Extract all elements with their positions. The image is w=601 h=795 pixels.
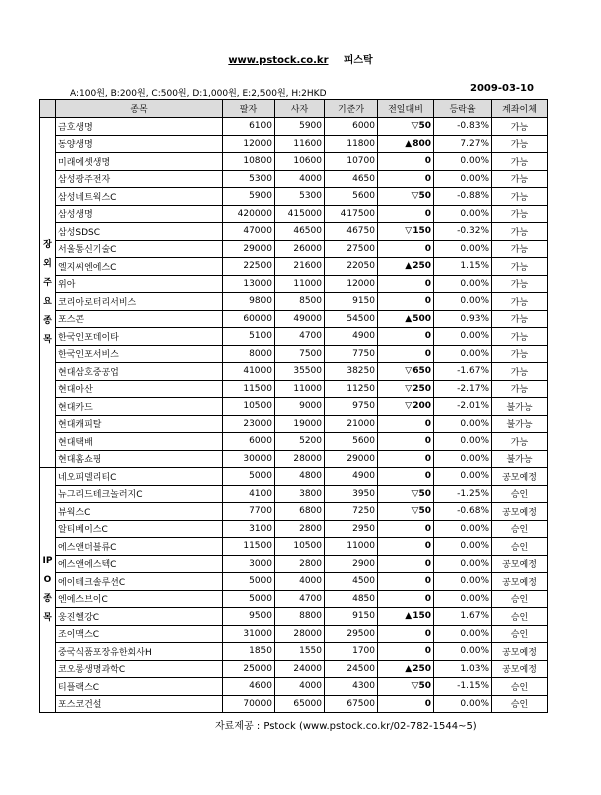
change-rate-cell: 0.00% bbox=[434, 240, 492, 258]
stock-name-cell: 한국인포서비스 bbox=[56, 345, 223, 363]
transfer-cell: 불가능 bbox=[492, 415, 548, 433]
buy-price-cell: 35500 bbox=[275, 363, 325, 381]
stock-name-cell: 삼성생명 bbox=[56, 205, 223, 223]
table-row bbox=[40, 205, 548, 223]
table-row bbox=[40, 590, 548, 608]
change-cell: ▽650 bbox=[378, 363, 434, 381]
base-price-cell: 9750 bbox=[325, 398, 378, 416]
change-cell: 0 bbox=[378, 205, 434, 223]
base-price-cell: 21000 bbox=[325, 415, 378, 433]
change-cell: ▽200 bbox=[378, 398, 434, 416]
stock-name-cell: 현대삼호중공업 bbox=[56, 363, 223, 381]
table-row bbox=[40, 415, 548, 433]
change-cell: 0 bbox=[378, 625, 434, 643]
change-cell: ▲800 bbox=[378, 135, 434, 153]
change-rate-cell: 0.00% bbox=[434, 573, 492, 591]
base-price-cell: 7750 bbox=[325, 345, 378, 363]
change-rate-cell: -0.88% bbox=[434, 188, 492, 206]
base-price-cell: 4500 bbox=[325, 573, 378, 591]
change-cell: 0 bbox=[378, 555, 434, 573]
price-unit-legend: A:100원, B:200원, C:500원, D:1,000원, E:2,500원, H:2HKD bbox=[70, 89, 327, 99]
change-rate-cell: 0.00% bbox=[434, 205, 492, 223]
transfer-cell: 가능 bbox=[492, 380, 548, 398]
change-cell: 0 bbox=[378, 590, 434, 608]
buy-price-cell: 4800 bbox=[275, 468, 325, 486]
sell-price-cell: 6100 bbox=[223, 118, 275, 136]
change-cell: ▽50 bbox=[378, 188, 434, 206]
change-cell: 0 bbox=[378, 538, 434, 556]
stock-name-cell: 동양생명 bbox=[56, 135, 223, 153]
header-row bbox=[40, 100, 548, 118]
change-rate-cell: 0.00% bbox=[434, 555, 492, 573]
stock-name-cell: 알티베이스C bbox=[56, 520, 223, 538]
column-header: 종목 bbox=[56, 100, 223, 118]
buy-price-cell: 49000 bbox=[275, 310, 325, 328]
table-row bbox=[40, 555, 548, 573]
sell-price-cell: 13000 bbox=[223, 275, 275, 293]
transfer-cell: 불가능 bbox=[492, 450, 548, 468]
sell-price-cell: 30000 bbox=[223, 450, 275, 468]
sell-price-cell: 8000 bbox=[223, 345, 275, 363]
change-rate-cell: 0.93% bbox=[434, 310, 492, 328]
table-row bbox=[40, 135, 548, 153]
change-rate-cell: -0.32% bbox=[434, 223, 492, 241]
base-price-cell: 6000 bbox=[325, 118, 378, 136]
site-url[interactable]: www.pstock.co.kr bbox=[228, 55, 329, 66]
transfer-cell: 공모예정 bbox=[492, 503, 548, 521]
buy-price-cell: 65000 bbox=[275, 695, 325, 713]
table-row bbox=[40, 643, 548, 661]
change-rate-cell: -1.67% bbox=[434, 363, 492, 381]
stock-name-cell: 삼성광주전자 bbox=[56, 170, 223, 188]
change-cell: ▽150 bbox=[378, 223, 434, 241]
change-rate-cell: 0.00% bbox=[434, 590, 492, 608]
stock-name-cell: 포스코건설 bbox=[56, 695, 223, 713]
table-row bbox=[40, 433, 548, 451]
buy-price-cell: 8800 bbox=[275, 608, 325, 626]
base-price-cell: 1700 bbox=[325, 643, 378, 661]
change-cell: 0 bbox=[378, 573, 434, 591]
change-cell: ▲150 bbox=[378, 608, 434, 626]
page-title bbox=[0, 51, 601, 66]
transfer-cell: 가능 bbox=[492, 118, 548, 136]
sell-price-cell: 22500 bbox=[223, 258, 275, 276]
stock-name-cell: 뉴그리드테크놀러지C bbox=[56, 485, 223, 503]
sell-price-cell: 5100 bbox=[223, 328, 275, 346]
table-row bbox=[40, 538, 548, 556]
table-row bbox=[40, 293, 548, 311]
change-cell: 0 bbox=[378, 345, 434, 363]
change-rate-cell: 0.00% bbox=[434, 293, 492, 311]
table-row bbox=[40, 678, 548, 696]
change-cell: ▲250 bbox=[378, 660, 434, 678]
change-rate-cell: 1.67% bbox=[434, 608, 492, 626]
sell-price-cell: 6000 bbox=[223, 433, 275, 451]
buy-price-cell: 24000 bbox=[275, 660, 325, 678]
sell-price-cell: 5000 bbox=[223, 573, 275, 591]
table-row bbox=[40, 258, 548, 276]
buy-price-cell: 4700 bbox=[275, 328, 325, 346]
change-cell: ▽250 bbox=[378, 380, 434, 398]
buy-price-cell: 5300 bbox=[275, 188, 325, 206]
sell-price-cell: 3000 bbox=[223, 555, 275, 573]
transfer-cell: 가능 bbox=[492, 310, 548, 328]
table-row bbox=[40, 170, 548, 188]
change-cell: 0 bbox=[378, 450, 434, 468]
base-price-cell: 3950 bbox=[325, 485, 378, 503]
table-row bbox=[40, 223, 548, 241]
transfer-cell: 가능 bbox=[492, 345, 548, 363]
base-price-cell: 4900 bbox=[325, 328, 378, 346]
stock-name-cell: 현대카드 bbox=[56, 398, 223, 416]
base-price-cell: 11800 bbox=[325, 135, 378, 153]
change-cell: ▽50 bbox=[378, 485, 434, 503]
report-date: 2009-03-10 bbox=[470, 83, 534, 94]
table-row bbox=[40, 118, 548, 136]
base-price-cell: 12000 bbox=[325, 275, 378, 293]
stock-name-cell: 코리아로터리서비스 bbox=[56, 293, 223, 311]
transfer-cell: 공모예정 bbox=[492, 468, 548, 486]
change-rate-cell: 0.00% bbox=[434, 520, 492, 538]
sell-price-cell: 60000 bbox=[223, 310, 275, 328]
table-row bbox=[40, 608, 548, 626]
site-name: 피스탁 bbox=[343, 55, 373, 66]
buy-price-cell: 5900 bbox=[275, 118, 325, 136]
transfer-cell: 가능 bbox=[492, 170, 548, 188]
sell-price-cell: 25000 bbox=[223, 660, 275, 678]
transfer-cell: 승인 bbox=[492, 538, 548, 556]
change-cell: 0 bbox=[378, 293, 434, 311]
base-price-cell: 2900 bbox=[325, 555, 378, 573]
stock-name-cell: 웅진헬강C bbox=[56, 608, 223, 626]
change-cell: 0 bbox=[378, 643, 434, 661]
stock-name-cell: 현대캐피탈 bbox=[56, 415, 223, 433]
transfer-cell: 승인 bbox=[492, 695, 548, 713]
change-rate-cell: -1.25% bbox=[434, 485, 492, 503]
sell-price-cell: 7700 bbox=[223, 503, 275, 521]
column-header: 계좌이체 bbox=[492, 100, 548, 118]
table-row bbox=[40, 328, 548, 346]
change-cell: 0 bbox=[378, 275, 434, 293]
sell-price-cell: 420000 bbox=[223, 205, 275, 223]
sell-price-cell: 31000 bbox=[223, 625, 275, 643]
table-row bbox=[40, 363, 548, 381]
sell-price-cell: 9800 bbox=[223, 293, 275, 311]
stock-name-cell: 엘지씨엔에스C bbox=[56, 258, 223, 276]
transfer-cell: 가능 bbox=[492, 205, 548, 223]
stock-name-cell: 에스앤더블류C bbox=[56, 538, 223, 556]
sell-price-cell: 47000 bbox=[223, 223, 275, 241]
sell-price-cell: 41000 bbox=[223, 363, 275, 381]
change-cell: 0 bbox=[378, 695, 434, 713]
stock-name-cell: 포스콘 bbox=[56, 310, 223, 328]
change-rate-cell: -2.17% bbox=[434, 380, 492, 398]
change-cell: ▽50 bbox=[378, 503, 434, 521]
stock-name-cell: 삼성SDSC bbox=[56, 223, 223, 241]
sell-price-cell: 10500 bbox=[223, 398, 275, 416]
sell-price-cell: 9500 bbox=[223, 608, 275, 626]
table-row bbox=[40, 188, 548, 206]
table-row bbox=[40, 450, 548, 468]
transfer-cell: 가능 bbox=[492, 153, 548, 171]
section-label: 장외주요종목 bbox=[40, 118, 56, 468]
sell-price-cell: 70000 bbox=[223, 695, 275, 713]
change-rate-cell: 1.03% bbox=[434, 660, 492, 678]
buy-price-cell: 28000 bbox=[275, 625, 325, 643]
base-price-cell: 9150 bbox=[325, 293, 378, 311]
transfer-cell: 공모예정 bbox=[492, 660, 548, 678]
table-row bbox=[40, 310, 548, 328]
table-row bbox=[40, 660, 548, 678]
section-label: IPO종목 bbox=[40, 468, 56, 713]
stock-name-cell: 조이맥스C bbox=[56, 625, 223, 643]
change-cell: 0 bbox=[378, 328, 434, 346]
base-price-cell: 11250 bbox=[325, 380, 378, 398]
base-price-cell: 417500 bbox=[325, 205, 378, 223]
change-rate-cell: 0.00% bbox=[434, 643, 492, 661]
base-price-cell: 29500 bbox=[325, 625, 378, 643]
base-price-cell: 22050 bbox=[325, 258, 378, 276]
stock-name-cell: 티플랙스C bbox=[56, 678, 223, 696]
transfer-cell: 가능 bbox=[492, 433, 548, 451]
transfer-cell: 승인 bbox=[492, 520, 548, 538]
change-rate-cell: 0.00% bbox=[434, 170, 492, 188]
corner-cell bbox=[40, 100, 56, 118]
table-row bbox=[40, 573, 548, 591]
buy-price-cell: 46500 bbox=[275, 223, 325, 241]
stock-name-cell: 한국인포데이타 bbox=[56, 328, 223, 346]
stock-name-cell: 에스앤에스텍C bbox=[56, 555, 223, 573]
base-price-cell: 9150 bbox=[325, 608, 378, 626]
buy-price-cell: 5200 bbox=[275, 433, 325, 451]
buy-price-cell: 4700 bbox=[275, 590, 325, 608]
transfer-cell: 가능 bbox=[492, 293, 548, 311]
base-price-cell: 10700 bbox=[325, 153, 378, 171]
buy-price-cell: 4000 bbox=[275, 678, 325, 696]
table-row bbox=[40, 695, 548, 713]
column-header: 사자 bbox=[275, 100, 325, 118]
buy-price-cell: 8500 bbox=[275, 293, 325, 311]
change-rate-cell: 0.00% bbox=[434, 153, 492, 171]
buy-price-cell: 9000 bbox=[275, 398, 325, 416]
base-price-cell: 38250 bbox=[325, 363, 378, 381]
buy-price-cell: 2800 bbox=[275, 520, 325, 538]
change-rate-cell: 0.00% bbox=[434, 328, 492, 346]
column-header: 기준가 bbox=[325, 100, 378, 118]
transfer-cell: 불가능 bbox=[492, 398, 548, 416]
stock-name-cell: 미래에셋생명 bbox=[56, 153, 223, 171]
transfer-cell: 승인 bbox=[492, 485, 548, 503]
sell-price-cell: 29000 bbox=[223, 240, 275, 258]
buy-price-cell: 11000 bbox=[275, 275, 325, 293]
transfer-cell: 승인 bbox=[492, 678, 548, 696]
base-price-cell: 4300 bbox=[325, 678, 378, 696]
change-cell: 0 bbox=[378, 433, 434, 451]
change-rate-cell: 1.15% bbox=[434, 258, 492, 276]
sell-price-cell: 5900 bbox=[223, 188, 275, 206]
stock-name-cell: 금호생명 bbox=[56, 118, 223, 136]
stock-name-cell: 뷰웍스C bbox=[56, 503, 223, 521]
change-rate-cell: -0.68% bbox=[434, 503, 492, 521]
base-price-cell: 7250 bbox=[325, 503, 378, 521]
change-rate-cell: 0.00% bbox=[434, 450, 492, 468]
stock-name-cell: 중국식품포장유한회사H bbox=[56, 643, 223, 661]
buy-price-cell: 11000 bbox=[275, 380, 325, 398]
sell-price-cell: 23000 bbox=[223, 415, 275, 433]
column-header: 팔자 bbox=[223, 100, 275, 118]
change-rate-cell: 0.00% bbox=[434, 345, 492, 363]
buy-price-cell: 4000 bbox=[275, 170, 325, 188]
buy-price-cell: 10600 bbox=[275, 153, 325, 171]
stock-name-cell: 삼성네트웍스C bbox=[56, 188, 223, 206]
stock-name-cell: 현대홈쇼핑 bbox=[56, 450, 223, 468]
sell-price-cell: 4100 bbox=[223, 485, 275, 503]
sell-price-cell: 11500 bbox=[223, 380, 275, 398]
change-rate-cell: 0.00% bbox=[434, 468, 492, 486]
change-rate-cell: -0.83% bbox=[434, 118, 492, 136]
base-price-cell: 11000 bbox=[325, 538, 378, 556]
table-row bbox=[40, 398, 548, 416]
change-cell: 0 bbox=[378, 170, 434, 188]
base-price-cell: 5600 bbox=[325, 433, 378, 451]
change-cell: 0 bbox=[378, 240, 434, 258]
change-rate-cell: 7.27% bbox=[434, 135, 492, 153]
change-rate-cell: 0.00% bbox=[434, 538, 492, 556]
base-price-cell: 46750 bbox=[325, 223, 378, 241]
sell-price-cell: 1850 bbox=[223, 643, 275, 661]
change-cell: 0 bbox=[378, 520, 434, 538]
transfer-cell: 공모예정 bbox=[492, 643, 548, 661]
transfer-cell: 가능 bbox=[492, 258, 548, 276]
transfer-cell: 승인 bbox=[492, 608, 548, 626]
column-header: 전일대비 bbox=[378, 100, 434, 118]
buy-price-cell: 1550 bbox=[275, 643, 325, 661]
stock-price-table bbox=[39, 99, 548, 713]
change-cell: ▲500 bbox=[378, 310, 434, 328]
stock-name-cell: 현대아산 bbox=[56, 380, 223, 398]
stock-name-cell: 현대택배 bbox=[56, 433, 223, 451]
base-price-cell: 27500 bbox=[325, 240, 378, 258]
table-row bbox=[40, 275, 548, 293]
base-price-cell: 4850 bbox=[325, 590, 378, 608]
transfer-cell: 가능 bbox=[492, 363, 548, 381]
buy-price-cell: 6800 bbox=[275, 503, 325, 521]
transfer-cell: 승인 bbox=[492, 625, 548, 643]
buy-price-cell: 4000 bbox=[275, 573, 325, 591]
transfer-cell: 가능 bbox=[492, 223, 548, 241]
stock-name-cell: 서울통신기술C bbox=[56, 240, 223, 258]
table-row bbox=[40, 345, 548, 363]
transfer-cell: 가능 bbox=[492, 328, 548, 346]
sell-price-cell: 4600 bbox=[223, 678, 275, 696]
buy-price-cell: 10500 bbox=[275, 538, 325, 556]
table-row bbox=[40, 240, 548, 258]
stock-name-cell: 엔에스브이C bbox=[56, 590, 223, 608]
change-rate-cell: 0.00% bbox=[434, 433, 492, 451]
transfer-cell: 공모예정 bbox=[492, 555, 548, 573]
change-cell: ▲250 bbox=[378, 258, 434, 276]
sell-price-cell: 5000 bbox=[223, 590, 275, 608]
column-header: 등락율 bbox=[434, 100, 492, 118]
change-rate-cell: 0.00% bbox=[434, 415, 492, 433]
base-price-cell: 2950 bbox=[325, 520, 378, 538]
buy-price-cell: 21600 bbox=[275, 258, 325, 276]
sell-price-cell: 12000 bbox=[223, 135, 275, 153]
change-cell: 0 bbox=[378, 153, 434, 171]
base-price-cell: 4650 bbox=[325, 170, 378, 188]
transfer-cell: 가능 bbox=[492, 135, 548, 153]
base-price-cell: 54500 bbox=[325, 310, 378, 328]
data-source-footer: 자료제공 : Pstock (www.pstock.co.kr/02-782-1544~5) bbox=[215, 721, 477, 732]
table-row bbox=[40, 153, 548, 171]
sell-price-cell: 11500 bbox=[223, 538, 275, 556]
buy-price-cell: 28000 bbox=[275, 450, 325, 468]
stock-name-cell: 네오피델리티C bbox=[56, 468, 223, 486]
buy-price-cell: 26000 bbox=[275, 240, 325, 258]
change-rate-cell: 0.00% bbox=[434, 625, 492, 643]
sell-price-cell: 10800 bbox=[223, 153, 275, 171]
transfer-cell: 가능 bbox=[492, 275, 548, 293]
table-row bbox=[40, 520, 548, 538]
table-row bbox=[40, 503, 548, 521]
buy-price-cell: 2800 bbox=[275, 555, 325, 573]
buy-price-cell: 3800 bbox=[275, 485, 325, 503]
buy-price-cell: 415000 bbox=[275, 205, 325, 223]
sell-price-cell: 5300 bbox=[223, 170, 275, 188]
table-row bbox=[40, 485, 548, 503]
buy-price-cell: 11600 bbox=[275, 135, 325, 153]
stock-name-cell: 에이테크솔루션C bbox=[56, 573, 223, 591]
transfer-cell: 승인 bbox=[492, 590, 548, 608]
table-row bbox=[40, 625, 548, 643]
transfer-cell: 공모예정 bbox=[492, 573, 548, 591]
buy-price-cell: 19000 bbox=[275, 415, 325, 433]
stock-name-cell: 위아 bbox=[56, 275, 223, 293]
sell-price-cell: 5000 bbox=[223, 468, 275, 486]
base-price-cell: 5600 bbox=[325, 188, 378, 206]
base-price-cell: 29000 bbox=[325, 450, 378, 468]
change-rate-cell: -2.01% bbox=[434, 398, 492, 416]
stock-name-cell: 코오롱생명과학C bbox=[56, 660, 223, 678]
change-rate-cell: 0.00% bbox=[434, 695, 492, 713]
sell-price-cell: 3100 bbox=[223, 520, 275, 538]
base-price-cell: 67500 bbox=[325, 695, 378, 713]
table-row bbox=[40, 380, 548, 398]
change-rate-cell: 0.00% bbox=[434, 275, 492, 293]
change-cell: ▽50 bbox=[378, 118, 434, 136]
buy-price-cell: 7500 bbox=[275, 345, 325, 363]
base-price-cell: 24500 bbox=[325, 660, 378, 678]
change-rate-cell: -1.15% bbox=[434, 678, 492, 696]
base-price-cell: 4900 bbox=[325, 468, 378, 486]
change-cell: ▽50 bbox=[378, 678, 434, 696]
change-cell: 0 bbox=[378, 415, 434, 433]
table-row bbox=[40, 468, 548, 486]
change-cell: 0 bbox=[378, 468, 434, 486]
transfer-cell: 가능 bbox=[492, 240, 548, 258]
transfer-cell: 가능 bbox=[492, 188, 548, 206]
